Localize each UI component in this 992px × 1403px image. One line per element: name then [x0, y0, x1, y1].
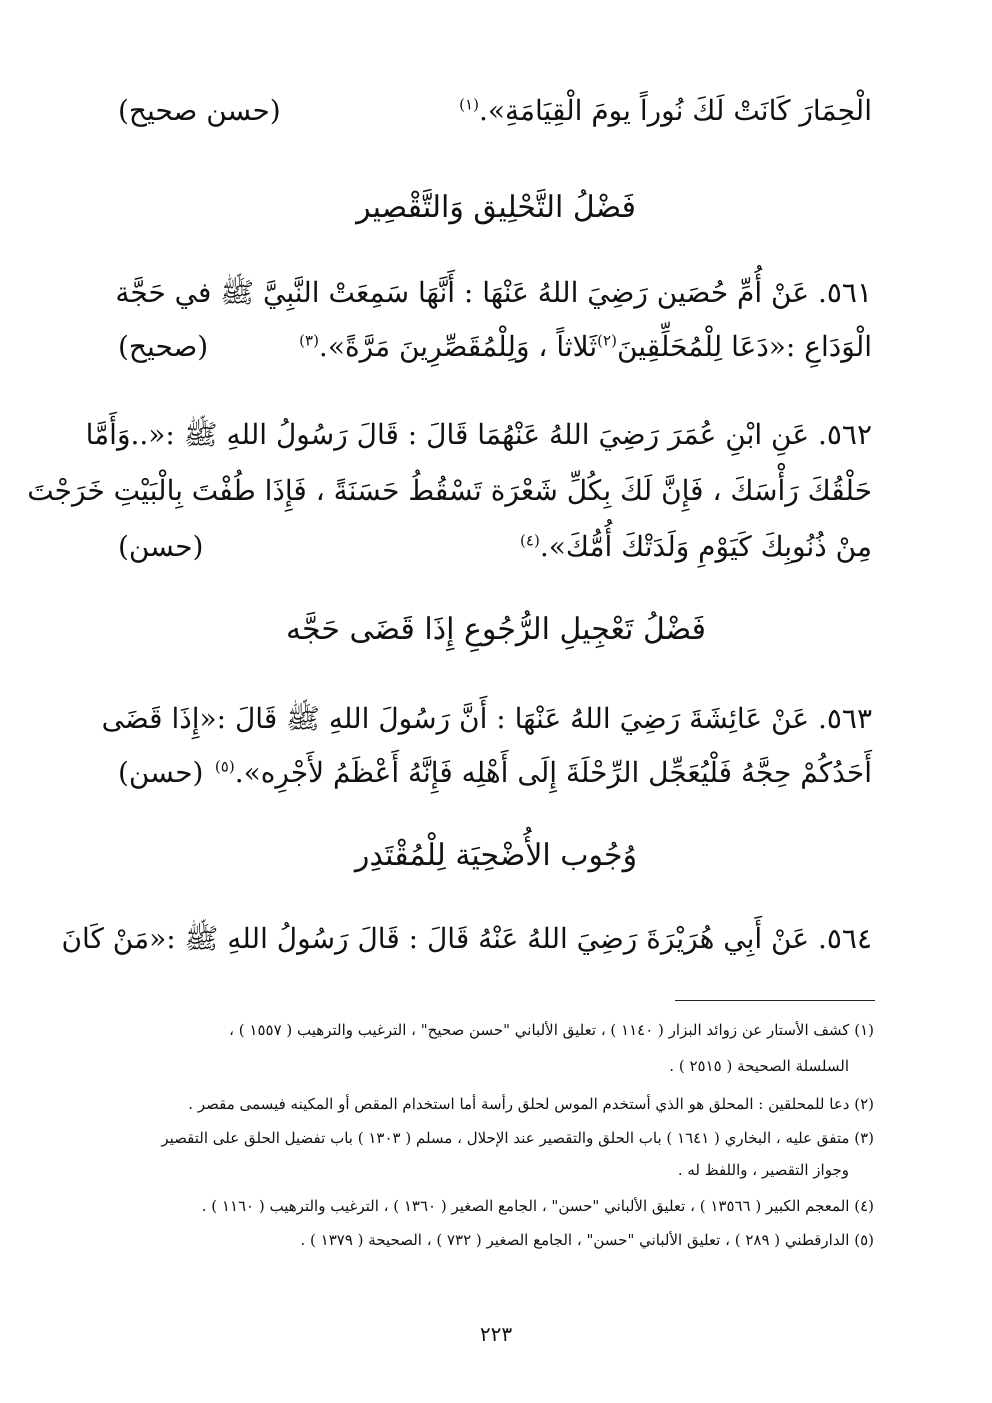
footnote-divider [675, 1000, 875, 1001]
footnote: (٢) دعا للمحلقين : المحلق هو الذي أستخدم الموس لحلق رأسة أما استخدام المقص أو المكينه فيسمى مقصر . [188, 1095, 874, 1113]
footnote-ref: (٤) [520, 531, 540, 550]
hadith-grade: (صحيح) [118, 330, 209, 363]
footnote-ref: (٥) [214, 757, 235, 776]
footnote: (١) كشف الأستار عن زوائد البزار ( ١١٤٠ ) ، تعليق الألباني "حسن صحيح" ، الترغيب والترهيب ( ١٥٥٧ ) ، [229, 1021, 874, 1039]
hadith-grade: (حسن) [118, 530, 204, 563]
line-text: مِنْ ذُنُوبِكَ كَيَوْمِ وَلَدَتْكَ أُمُّكَ». [539, 530, 872, 563]
text-line: ٥٦٢. عَنِ ابْنِ عُمَرَ رَضِيَ اللهُ عَنْهُمَا قَالَ : قَالَ رَسُولُ اللهِ ﷺ :«..وَأَمَّا [85, 418, 872, 451]
page-number: ٢٢٣ [479, 1322, 513, 1346]
section-title: فَضْلُ التَّحْلِيق وَالتَّقْصِير [356, 190, 636, 225]
section-title: وُجُوب الأُضْحِيَة لِلْمُقْتَدِر [354, 838, 638, 873]
text-line: ٥٦٣. عَنْ عَائِشَةَ رَضِيَ اللهُ عَنْهَا : أَنَّ رَسُولَ اللهِ ﷺ قَالَ :«إِذَا قَضَى [101, 702, 872, 735]
text-line [110, 756, 872, 789]
text-line: ٥٦١. عَنْ أُمِّ حُصَين رَضِيَ اللهُ عَنْهَا : أَنَّهَا سَمِعَتْ النَّبِيَّ ﷺ في حَجَّة [115, 276, 872, 309]
hadith-grade: (حسن) [118, 756, 204, 789]
footnote: (٥) الدارقطني ( ٢٨٩ ) ، تعليق الألباني "حسن" ، الجامع الصغير ( ٧٣٢ ) ، الصحيحة ( ١٣٧٩ ) . [300, 1231, 874, 1249]
footnote-ref: (٣) [299, 331, 319, 350]
line-text: الْحِمَارَ كَانَتْ لَكَ نُوراً يومَ الْقِيَامَةِ». [478, 94, 872, 127]
section-title: فَضْلُ تَعْجِيلِ الرُّجُوعِ إِذَا قَضَى حَجَّه [285, 612, 707, 647]
text-line: ٥٦٤. عَنْ أَبِي هُرَيْرَةَ رَضِيَ اللهُ عَنْهُ قَالَ : قَالَ رَسُولُ اللهِ ﷺ :«مَنْ كَانَ [61, 922, 872, 955]
footnote-ref: (٢) [597, 331, 617, 350]
line-text: ثَلاثاً ، وَلِلْمُقَصِّرِينَ مَرَّةً». [318, 330, 598, 363]
footnote: (٤) المعجم الكبير ( ١٣٥٦٦ ) ، تعليق الألباني "حسن" ، الجامع الصغير ( ١٣٦٠ ) ، الترغيب والترهيب ( ١١٦٠ ) . [201, 1197, 874, 1215]
hadith-grade: (حسن صحيح) [118, 94, 281, 127]
footnote: (٣) متفق عليه ، البخاري ( ١٦٤١ ) باب الحلق والتقصير عند الإحلال ، مسلم ( ١٣٠٣ ) باب تفضيل الحلق على التقصير [161, 1129, 874, 1147]
line-text: الْوَدَاعِ :«دَعَا لِلْمُحَلِّقِينَ [616, 330, 872, 363]
footnote-continuation: السلسلة الصحيحة ( ٢٥١٥ ) . [669, 1057, 849, 1075]
text-line [110, 530, 872, 563]
line-text: أَحَدُكُمْ حِجَّهُ فَلْيُعَجِّل الرِّحْلَةَ إِلَى أَهْلِه فَإِنَّهُ أَعْظَمُ لأَجْرِه». [234, 756, 872, 789]
footnote-continuation: وجواز التقصير ، واللفظ له . [677, 1161, 849, 1179]
text-line: حَلْقُكَ رَأْسَكَ ، فَإِنَّ لَكَ بِكُلِّ شَعْرَة تَسْقُطُ حَسَنَةً ، فَإِذَا طُفْتَ بِالْبَيْتِ خَرَجْتَ [27, 474, 872, 507]
text-line [110, 330, 872, 363]
footnote-ref: (١) [459, 95, 479, 114]
